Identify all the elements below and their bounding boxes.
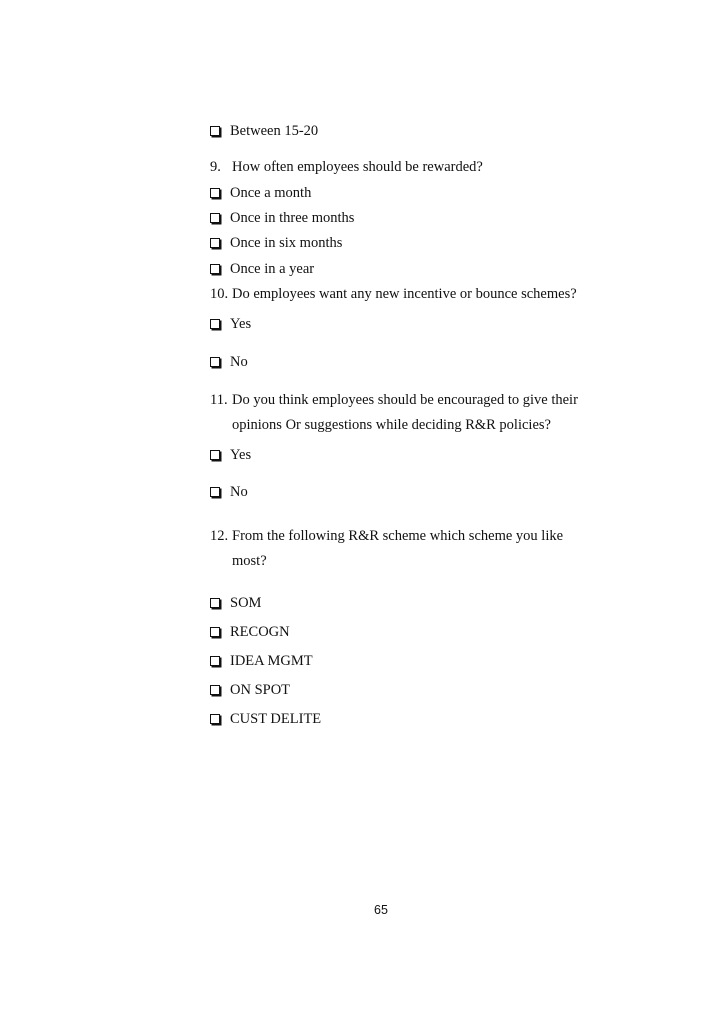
question-10 (210, 285, 577, 303)
option-label: CUST DELITE (230, 711, 322, 727)
page-number: 65 (374, 903, 388, 917)
option-label: RECOGN (230, 624, 290, 640)
checkbox-icon[interactable] (210, 213, 220, 223)
checkbox-icon[interactable] (210, 656, 220, 666)
option-som[interactable] (210, 594, 261, 612)
question-12-continuation: most? (232, 553, 267, 569)
option-q11-yes[interactable] (210, 446, 251, 464)
checkbox-icon[interactable] (210, 598, 220, 608)
checkbox-icon[interactable] (210, 487, 220, 497)
question-text: Do employees want any new incentive or bounce schemes? (232, 286, 577, 302)
question-9 (210, 158, 483, 176)
option-on-spot[interactable] (210, 681, 290, 699)
question-11 (210, 391, 578, 409)
option-label: Once in six months (230, 235, 343, 251)
checkbox-icon[interactable] (210, 126, 220, 136)
checkbox-icon[interactable] (210, 319, 220, 329)
question-number: 11. (210, 392, 228, 408)
option-label: No (230, 484, 248, 500)
option-once-in-three-months[interactable] (210, 209, 354, 227)
question-text-line-1: Do you think employees should be encouraged to give their (232, 392, 578, 408)
checkbox-icon[interactable] (210, 188, 220, 198)
option-label: Yes (230, 316, 252, 332)
question-number: 9. (210, 159, 221, 175)
option-once-in-six-months[interactable] (210, 234, 342, 252)
option-q10-no[interactable] (210, 353, 248, 371)
option-label: No (230, 354, 248, 370)
option-label: ON SPOT (230, 682, 291, 698)
checkbox-icon[interactable] (210, 264, 220, 274)
option-label: Between 15-20 (230, 123, 319, 139)
option-between-15-20[interactable] (210, 122, 318, 140)
option-label: Yes (230, 447, 252, 463)
option-label: Once a month (230, 185, 312, 201)
option-once-a-month[interactable] (210, 184, 311, 202)
checkbox-icon[interactable] (210, 450, 220, 460)
question-number: 10. (210, 286, 229, 302)
checkbox-icon[interactable] (210, 685, 220, 695)
question-11-continuation: opinions Or suggestions while deciding R&R policies? (232, 417, 551, 433)
checkbox-icon[interactable] (210, 714, 220, 724)
option-label: IDEA MGMT (230, 653, 313, 669)
option-once-in-a-year[interactable] (210, 260, 314, 278)
option-idea-mgmt[interactable] (210, 652, 313, 670)
question-number: 12. (210, 528, 229, 544)
option-label: Once in three months (230, 210, 355, 226)
question-12 (210, 527, 563, 545)
checkbox-icon[interactable] (210, 238, 220, 248)
question-text: How often employees should be rewarded? (232, 159, 483, 175)
option-label: SOM (230, 595, 262, 611)
option-recogn[interactable] (210, 623, 290, 641)
option-cust-delite[interactable] (210, 710, 321, 728)
question-text-line-1: From the following R&R scheme which scheme you like (232, 528, 564, 544)
checkbox-icon[interactable] (210, 627, 220, 637)
option-q11-no[interactable] (210, 483, 248, 501)
checkbox-icon[interactable] (210, 357, 220, 367)
option-label: Once in a year (230, 261, 315, 277)
option-q10-yes[interactable] (210, 315, 251, 333)
